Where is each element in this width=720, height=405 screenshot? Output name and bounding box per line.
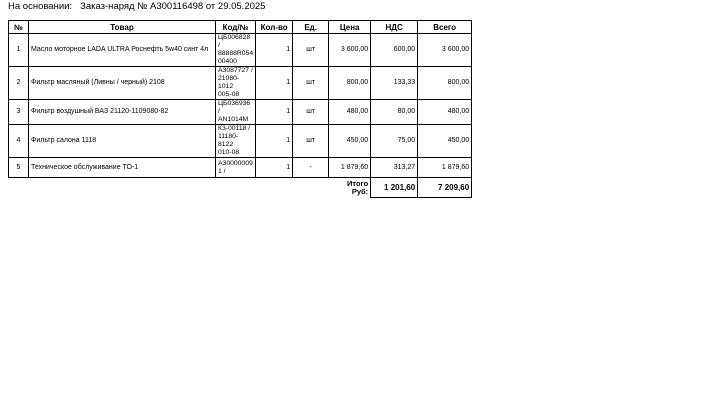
- col-header-num: №: [9, 21, 29, 34]
- row-vat: 313,27: [371, 158, 418, 178]
- basis-value: Заказ-наряд № А300116498 от 29.05.2025: [80, 1, 266, 12]
- row-code-line: ЦБ036936 /: [218, 100, 251, 115]
- table-row: [9, 158, 472, 178]
- row-total: 450,00: [418, 125, 472, 158]
- row-code-line: 21080-1012: [218, 75, 240, 90]
- invoice-table: [8, 20, 472, 198]
- row-code-line: К3-00118 /: [218, 125, 251, 132]
- row-code-line: А3087727 /: [218, 67, 253, 74]
- row-code: [216, 34, 256, 67]
- row-vat: 133,33: [371, 67, 418, 100]
- row-code: [216, 67, 256, 100]
- row-price: 450,00: [329, 125, 371, 158]
- row-qty: 1: [256, 100, 293, 125]
- row-code: [216, 125, 256, 158]
- col-header-code: Код/№: [216, 21, 256, 34]
- col-header-total: Всего: [418, 21, 472, 34]
- document-basis: [8, 1, 265, 13]
- row-code-line: А30000009: [218, 159, 253, 167]
- row-unit: шт: [293, 34, 329, 67]
- basis-label: На основании:: [8, 1, 73, 12]
- row-total: 800,00: [418, 67, 472, 100]
- table-row: [9, 34, 472, 67]
- row-price: 800,00: [329, 67, 371, 100]
- row-product-name: Фильтр воздушный ВАЗ 21120-1109080-82: [29, 100, 216, 125]
- table-header-row: [9, 21, 472, 34]
- row-price: 3 600,00: [329, 34, 371, 67]
- row-total: 3 600,00: [418, 34, 472, 67]
- row-unit: -: [293, 158, 329, 178]
- row-price: 480,00: [329, 100, 371, 125]
- row-code-line: 010-08: [218, 149, 240, 156]
- col-header-unit: Ед.: [293, 21, 329, 34]
- row-qty: 1: [256, 67, 293, 100]
- col-header-vat: НДС: [371, 21, 418, 34]
- row-num: 1: [9, 34, 29, 67]
- row-code: [216, 100, 256, 125]
- row-code-line: 005-08: [218, 91, 240, 98]
- row-product-name: Фильтр салона 1118: [29, 125, 216, 158]
- row-qty: 1: [256, 125, 293, 158]
- row-total: 480,00: [418, 100, 472, 125]
- grand-total: 7 209,60: [418, 178, 472, 198]
- col-header-product: Товар: [29, 21, 216, 34]
- row-product-name: Техническое обслуживание ТО-1: [29, 158, 216, 178]
- total-vat: 1 201,60: [371, 178, 418, 198]
- row-vat: 600,00: [371, 34, 418, 67]
- table-total-row: [9, 178, 472, 198]
- row-unit: шт: [293, 125, 329, 158]
- row-code-line: 88888R054: [218, 50, 254, 57]
- row-vat: 75,00: [371, 125, 418, 158]
- row-total: 1 879,60: [418, 158, 472, 178]
- row-code-line: ЦБ006828 /: [218, 34, 251, 49]
- row-num: 4: [9, 125, 29, 158]
- table-row: [9, 100, 472, 125]
- row-product-name: Масло моторное LADA ULTRA Роснефть 5w40 синт 4л: [29, 34, 216, 67]
- row-code-line: 00400: [218, 58, 237, 65]
- table-row: [9, 125, 472, 158]
- row-num: 3: [9, 100, 29, 125]
- col-header-price: Цена: [329, 21, 371, 34]
- row-code-line: 11180-8122: [218, 133, 239, 148]
- row-code-line: 1 /: [218, 167, 226, 175]
- total-label: Итого Руб:: [347, 178, 369, 196]
- row-unit: шт: [293, 100, 329, 125]
- row-vat: 80,00: [371, 100, 418, 125]
- row-unit: шт: [293, 67, 329, 100]
- row-qty: 1: [256, 34, 293, 67]
- row-code-line: AN1014M: [218, 116, 249, 123]
- row-product-name: Фильтр масляный (Ливны / черный) 2108: [29, 67, 216, 100]
- row-price: 1 879,60: [329, 158, 371, 178]
- row-num: 2: [9, 67, 29, 100]
- col-header-qty: Кол-во: [256, 21, 293, 34]
- table-row: [9, 67, 472, 100]
- row-qty: 1: [256, 158, 293, 178]
- row-num: 5: [9, 158, 29, 178]
- row-code: [216, 158, 256, 178]
